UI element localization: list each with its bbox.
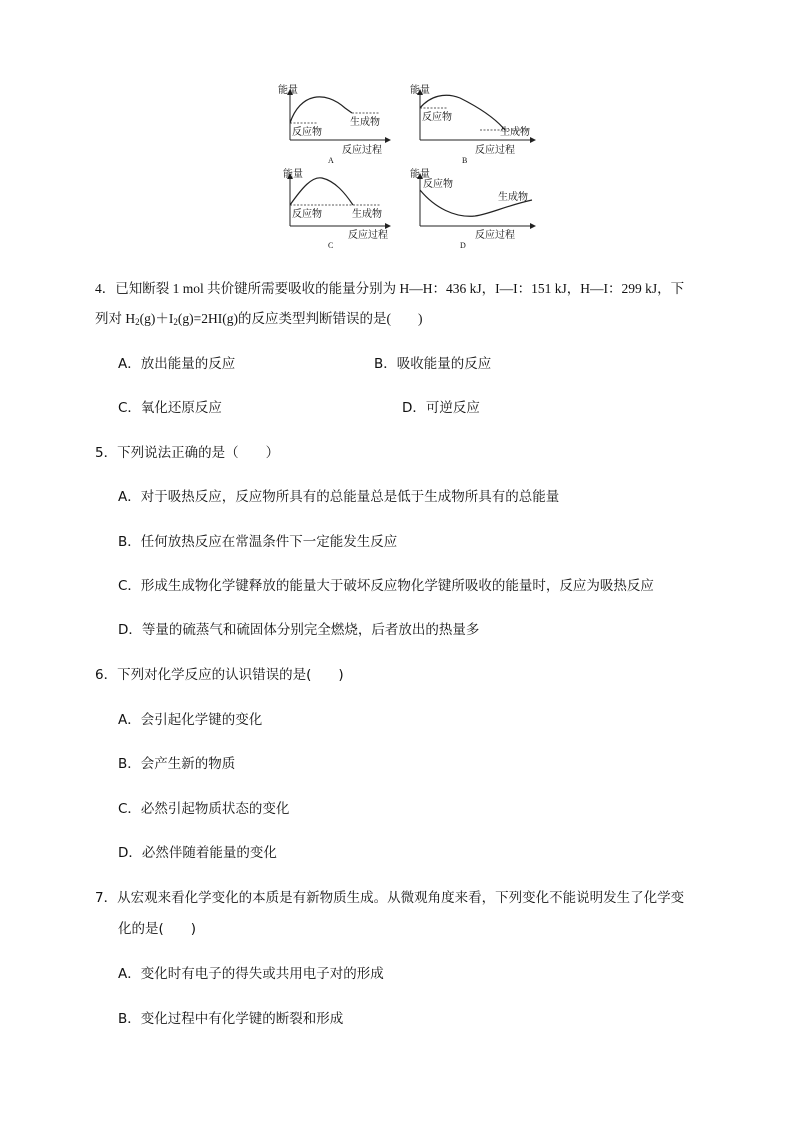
diagram-c-product-label: 生成物 (352, 209, 382, 220)
diagram-a-product-label: 生成物 (350, 117, 380, 128)
q4-option-c: C．氧化还原反应 (118, 400, 222, 416)
question-4-line-2 (95, 309, 422, 329)
diagram-c-curve (290, 178, 353, 205)
q4-option-a: A．放出能量的反应 (118, 356, 236, 372)
q7-option-b: B．变化过程中有化学键的断裂和形成 (118, 1011, 344, 1027)
diagram-d-x-label: 反应过程 (475, 230, 515, 241)
energy-diagrams-svg (270, 78, 540, 253)
diagram-b-x-label: 反应过程 (475, 145, 515, 156)
q4-sub-2: 2 (173, 317, 178, 327)
q5-option-b: B．任何放热反应在常温条件下一定能发生反应 (118, 534, 398, 550)
energy-diagrams (270, 78, 540, 253)
diagram-d-letter: D (460, 241, 466, 250)
diagram-panel-d (410, 167, 535, 250)
diagram-panel-c (283, 167, 390, 250)
diagram-d-reactant-label: 反应物 (423, 179, 453, 190)
diagram-b-y-label: 能量 (410, 85, 430, 96)
q4-option-b: B．吸收能量的反应 (374, 356, 492, 372)
diagram-c-letter: C (328, 241, 334, 250)
question-7-line-1: 7．从宏观来看化学变化的本质是有新物质生成。从微观角度来看，下列变化不能说明发生了化学变 (95, 890, 685, 906)
q5-option-d: D．等量的硫蒸气和硫固体分别完全燃烧，后者放出的热量多 (118, 622, 480, 638)
question-4-line-1: 4．已知断裂 1 mol 共价键所需要吸收的能量分别为 H—H：436 kJ，I—I：151 kJ，H—I：299 kJ，下 (95, 281, 685, 296)
question-6-stem: 6．下列对化学反应的认识错误的是( ) (95, 667, 344, 683)
q4-option-d: D．可逆反应 (402, 400, 480, 416)
q4-text-part-1: 列对 H (95, 311, 136, 326)
q5-option-c: C．形成生成物化学键释放的能量大于破坏反应物化学键所吸收的能量时，反应为吸热反应 (118, 578, 654, 594)
diagram-a-reactant-label: 反应物 (292, 127, 322, 138)
question-7-line-2: 化的是( ) (118, 921, 197, 937)
diagram-panel-b (410, 83, 535, 165)
diagram-b-reactant-label: 反应物 (422, 112, 452, 123)
diagram-a-curve (290, 97, 352, 123)
diagram-c-y-label: 能量 (283, 169, 303, 180)
diagram-d-y-label: 能量 (410, 169, 430, 180)
q5-option-a: A．对于吸热反应，反应物所具有的总能量总是低于生成物所具有的总能量 (118, 489, 560, 505)
diagram-c-reactant-label: 反应物 (292, 209, 322, 220)
q6-option-c: C．必然引起物质状态的变化 (118, 801, 290, 817)
diagram-a-letter: A (328, 156, 334, 165)
q6-option-b: B．会产生新的物质 (118, 756, 236, 772)
q4-sub-1: 2 (135, 317, 140, 327)
diagram-c-x-label: 反应过程 (348, 230, 388, 241)
question-5-stem: 5．下列说法正确的是（ ） (95, 445, 280, 461)
diagram-a-y-label: 能量 (278, 85, 298, 96)
q6-option-d: D．必然伴随着能量的变化 (118, 845, 277, 861)
diagram-d-product-label: 生成物 (498, 192, 528, 203)
q7-option-a: A．变化时有电子的得失或共用电子对的形成 (118, 966, 384, 982)
diagram-panel-a (278, 83, 390, 165)
diagram-b-letter: B (462, 156, 468, 165)
q4-text-part-3: (g)=2HI(g)的反应类型判断错误的是( ) (177, 311, 423, 326)
diagram-b-product-label: 生成物 (500, 127, 530, 138)
diagram-a-x-label: 反应过程 (342, 145, 382, 156)
q6-option-a: A．会引起化学键的变化 (118, 712, 263, 728)
q4-text-part-2: (g)＋I (139, 311, 174, 326)
